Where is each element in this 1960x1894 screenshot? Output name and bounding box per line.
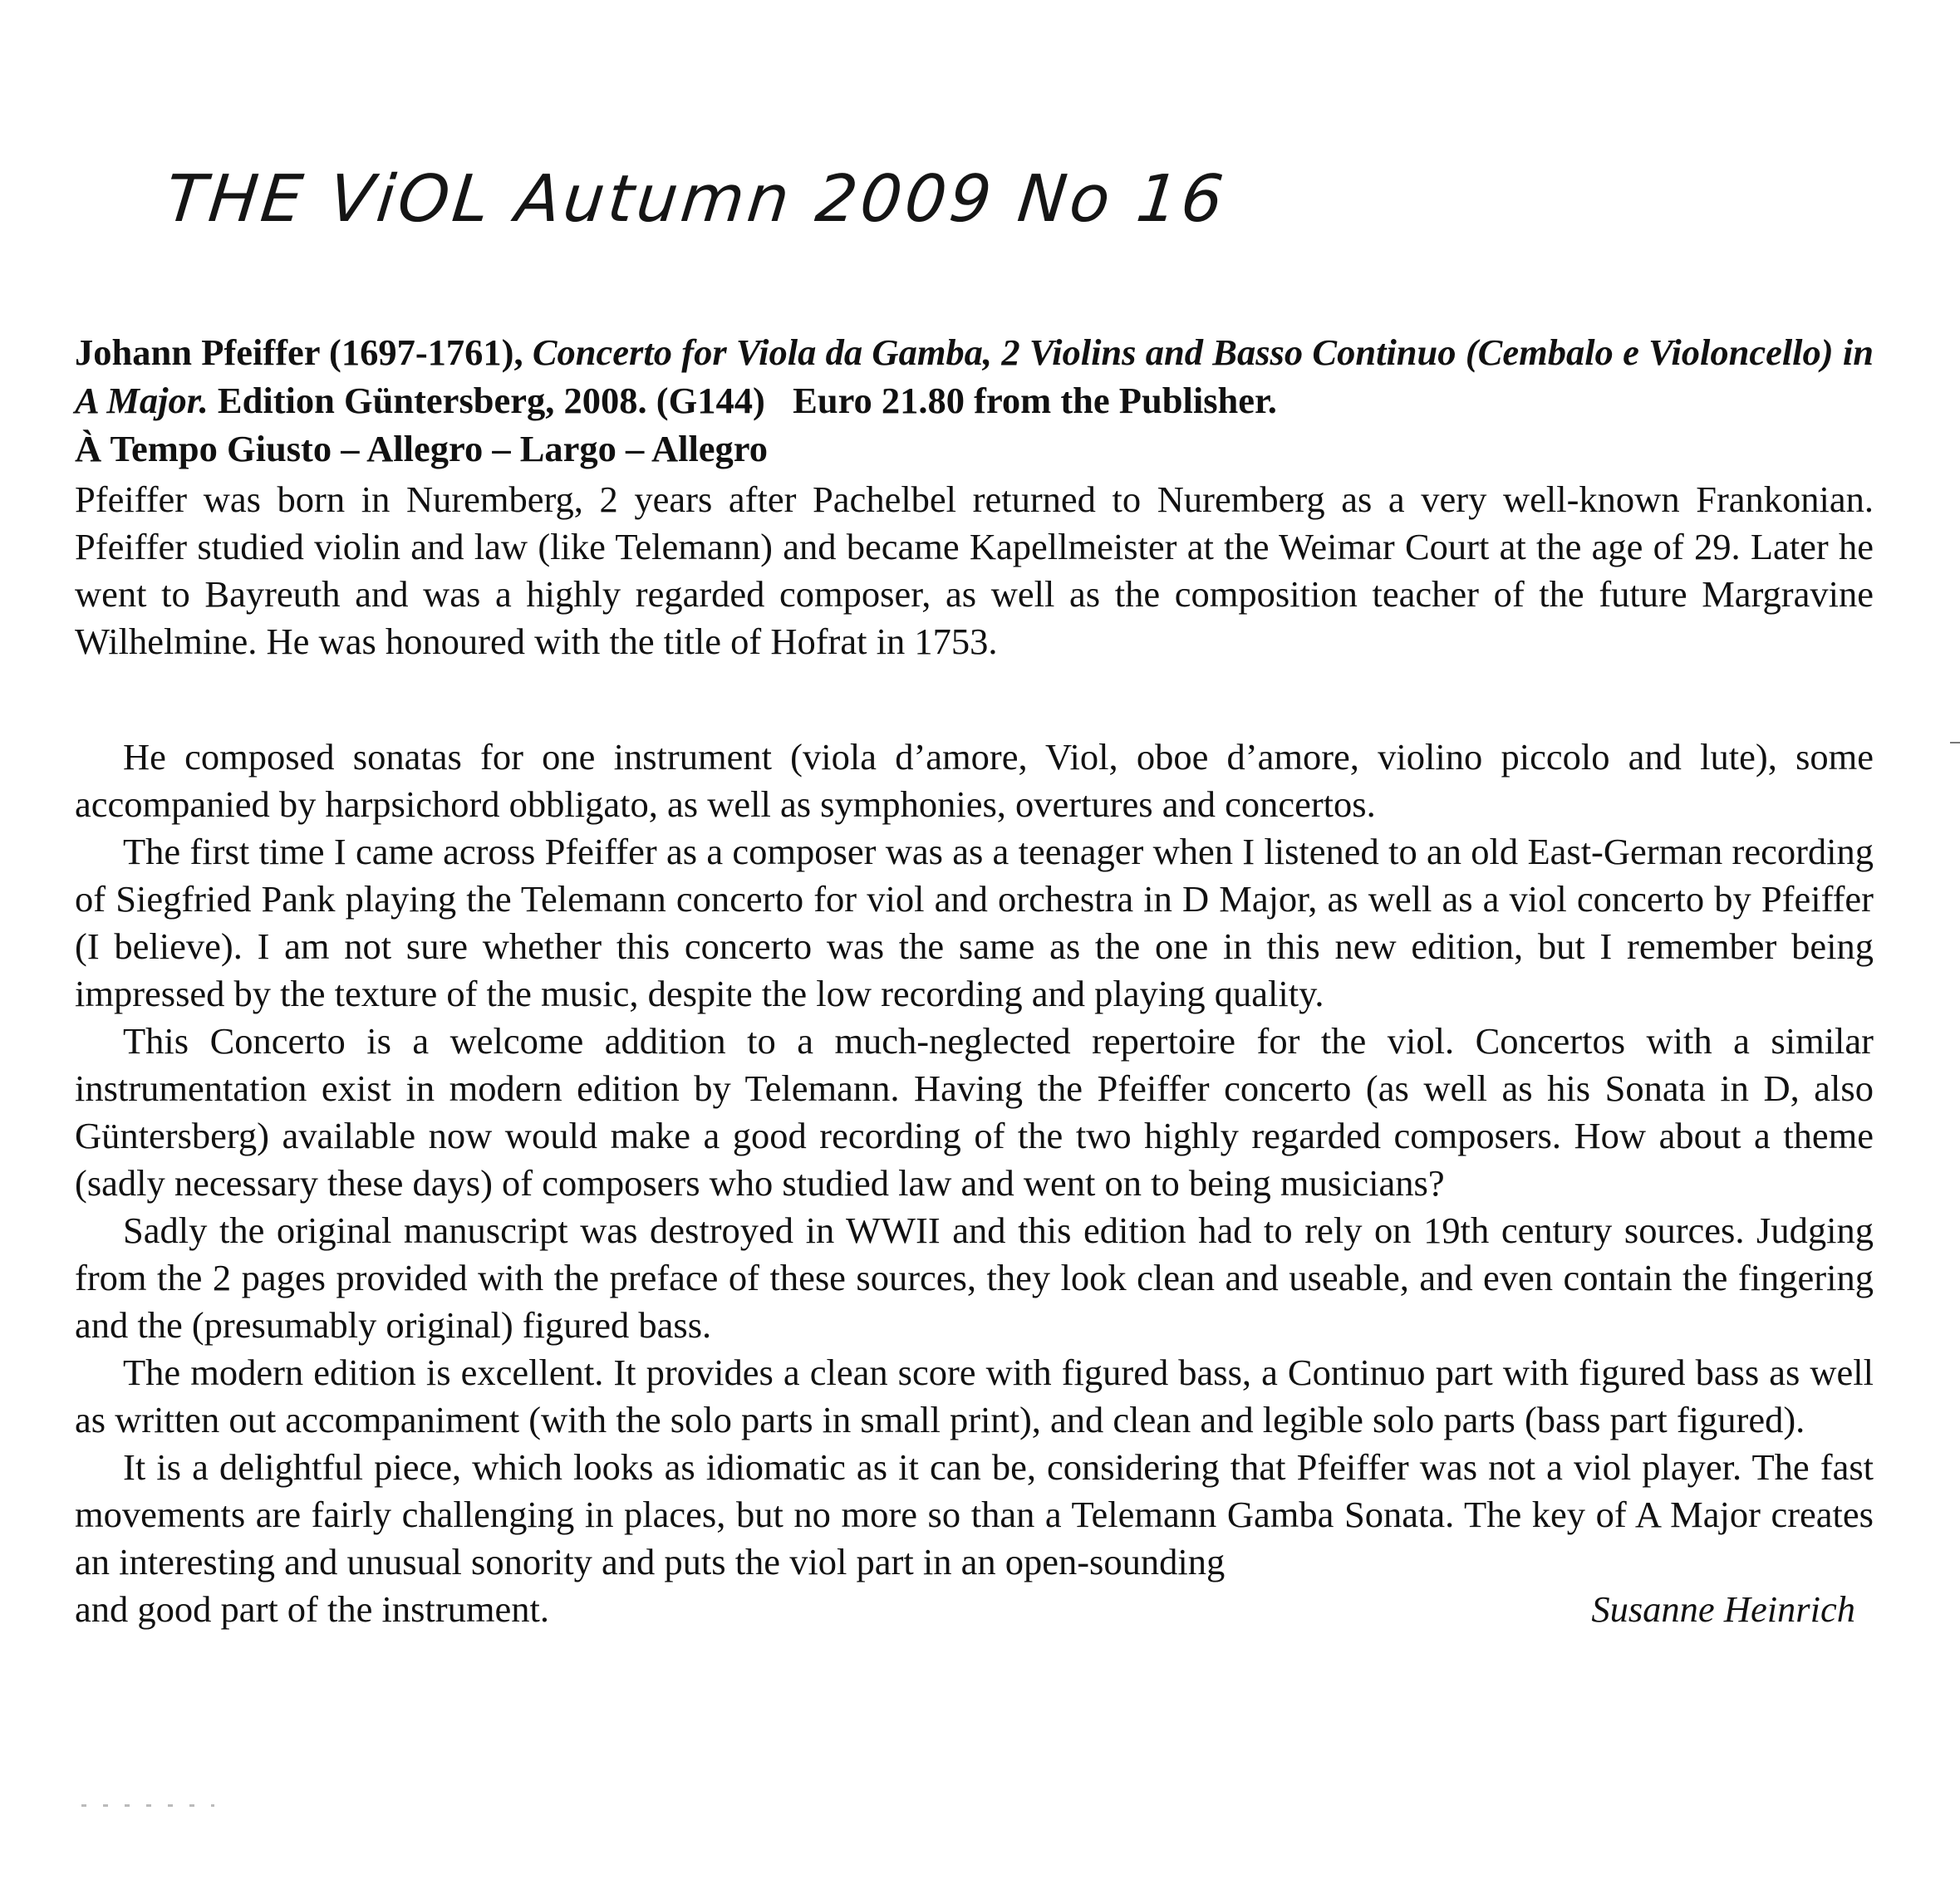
conclusion-signature-line bbox=[75, 1586, 1874, 1633]
paragraph-repertoire: This Concerto is a welcome addition to a much-neglected repertoire for the viol. Concertos with a similar instrumentation exist in modern edition by Telemann. Having the Pfeiffer concerto (as well as his Sonata in D, also Güntersberg) available now would make a good recording of the two highly regarded composers. How about a theme (sadly necessary these days) of composers who studied law and went on to being musicians? bbox=[75, 1020, 1874, 1204]
conclusion-text: It is a delightful piece, which looks as idiomatic as it can be, considering that Pfeiffer was not a viol player. The fast movements are fairly challenging in places, but no more so than a Telemann Gamba Sonata. The key of A Major creates an interesting and unusual sonority and puts the viol part in an open-sounding bbox=[75, 1446, 1874, 1582]
scan-edge-mark bbox=[1950, 742, 1960, 743]
paragraph-conclusion bbox=[75, 1444, 1874, 1586]
paragraph-compositions: He composed sonatas for one instrument (viola d’amore, Viol, oboe d’amore, violino piccolo and lute), some accompanied by harpsichord obbligato, as well as symphonies, overtures and concertos. bbox=[75, 736, 1874, 825]
movements-list: À Tempo Giusto – Allegro – Largo – Allegro bbox=[75, 428, 769, 469]
edition-info: Edition Güntersberg, 2008. (G144) bbox=[217, 380, 765, 421]
author-signature: Susanne Heinrich bbox=[1591, 1588, 1855, 1630]
review-heading bbox=[75, 328, 1874, 473]
price-info: Euro 21.80 from the Publisher. bbox=[793, 380, 1277, 421]
scan-dot-artifacts bbox=[81, 1804, 214, 1807]
paragraph-biography: Pfeiffer was born in Nuremberg, 2 years after Pachelbel returned to Nuremberg as a very well-known Frankonian. Pfeiffer studied violin and law (like Telemann) and became Kapellmeister at the Weimar Court at the age of 29. Later he went to Bayreuth and was a highly regarded composer, as well as the composition teacher of the future Margravine Wilhelmine. He was honoured with the title of Hofrat in 1753. bbox=[75, 478, 1874, 662]
paragraph-first-encounter: The first time I came across Pfeiffer as a composer was as a teenager when I listened to an old East-German recording of Siegfried Pank playing the Telemann concerto for viol and orchestra in D Major, as well as a viol concerto by Pfeiffer (I believe). I am not sure whether this concerto was the same as the one in this new edition, but I remember being impressed by the texture of the music, despite the low recording and playing quality. bbox=[75, 831, 1874, 1014]
review-content bbox=[75, 328, 1874, 1633]
conclusion-end-text: and good part of the instrument. bbox=[75, 1588, 549, 1630]
paragraph-modern-edition: The modern edition is excellent. It provides a clean score with figured bass, a Continuo part with figured bass as well as written out accompaniment (with the solo parts in small print), and clean and legible solo parts (bass part figured). bbox=[75, 1352, 1874, 1440]
handwritten-journal-note: THE ViOL Autumn 2009 No 16 bbox=[162, 162, 1231, 237]
composer-name: Johann Pfeiffer (1697-1761), bbox=[75, 331, 523, 373]
paragraph-manuscript: Sadly the original manuscript was destroyed in WWII and this edition had to rely on 19th century sources. Judging from the 2 pages provided with the preface of these sources, they look clean and useable, and even contain the fingering and the (presumably original) figured bass. bbox=[75, 1210, 1874, 1346]
work-title: Concerto for Viola da Gamba, 2 Violins and Basso Continuo (Cembalo e Violoncello) in A Major. bbox=[75, 331, 1874, 421]
